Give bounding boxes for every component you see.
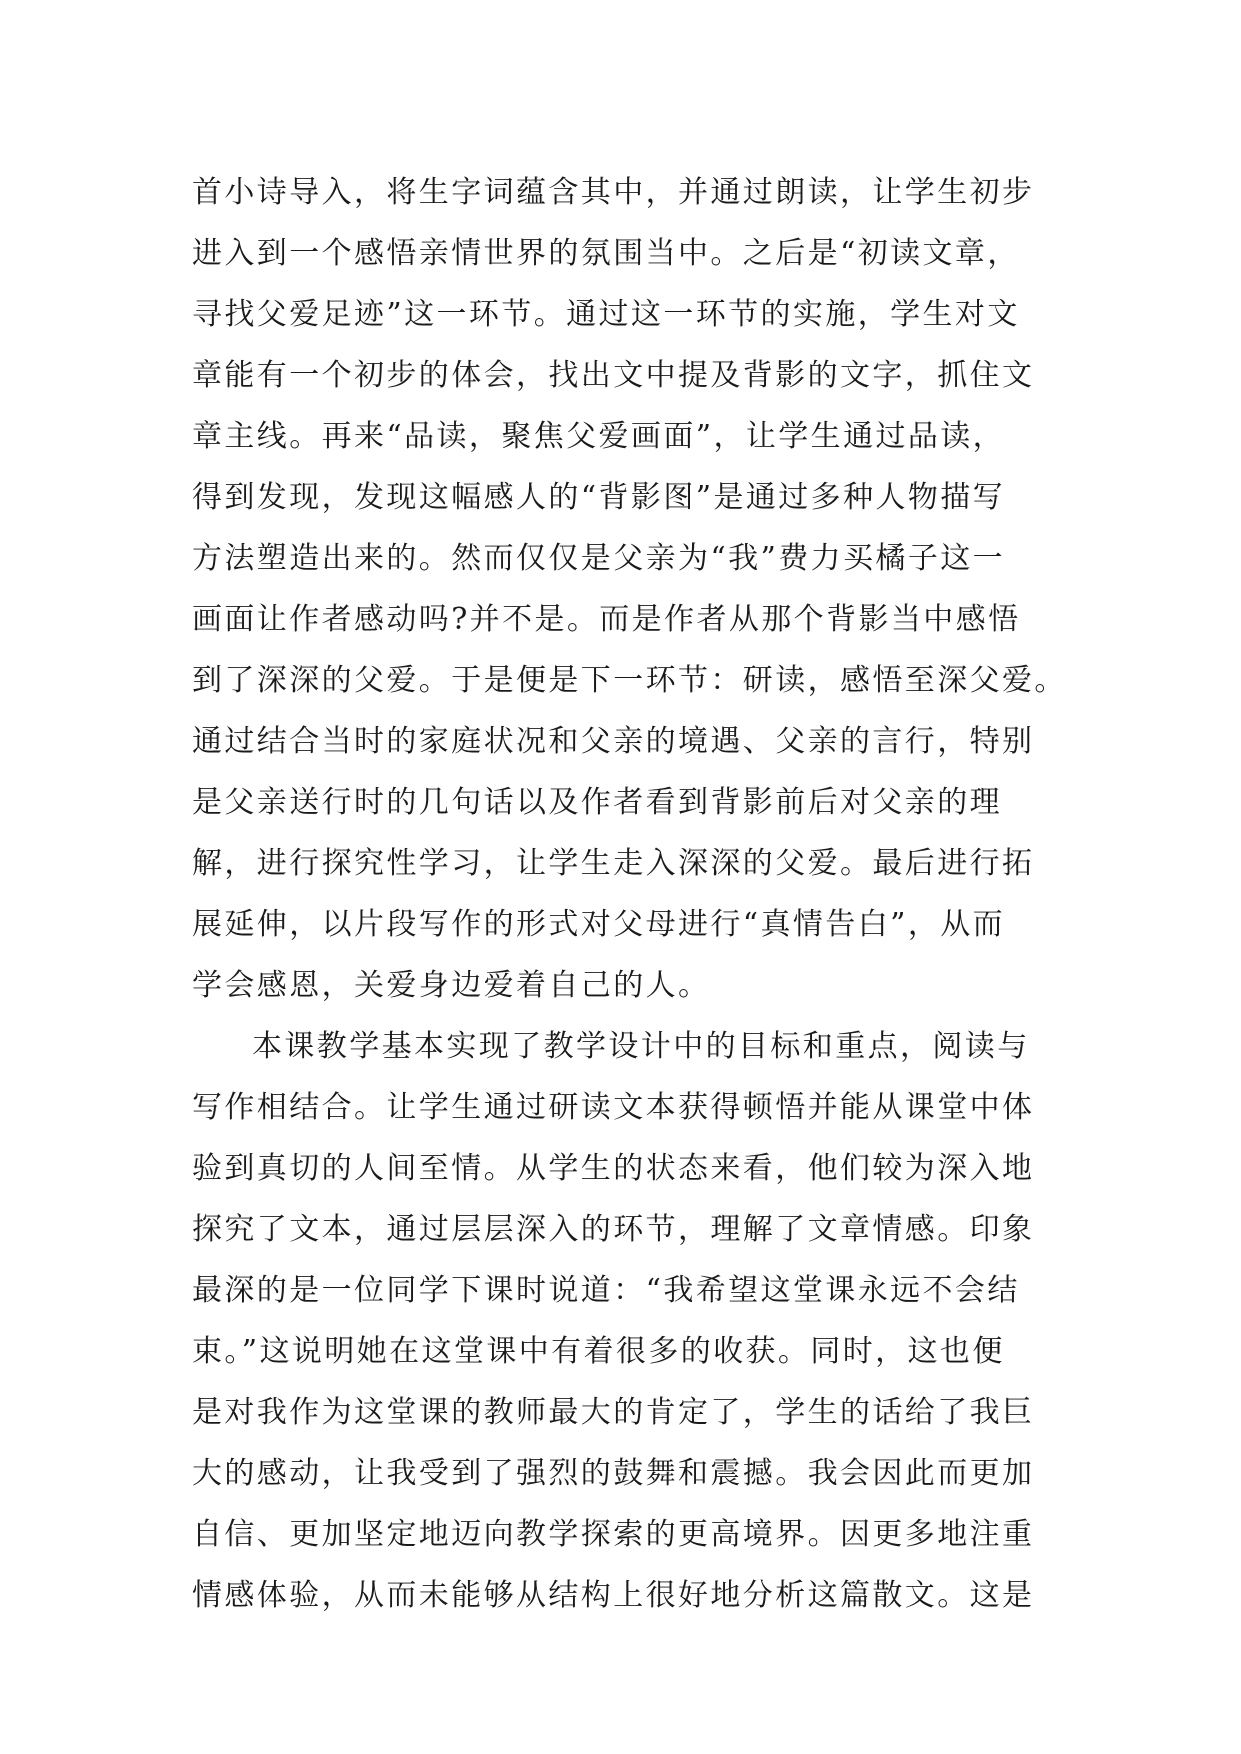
text-line: 展延伸，以片段写作的形式对父母进行“真情告白”，从而	[192, 907, 1006, 942]
text-line: 首小诗导入，将生字词蕴含其中，并通过朗读，让学生初步	[192, 175, 1035, 210]
text-line: 解，进行探究性学习，让学生走入深深的父爱。最后进行拓	[192, 846, 1035, 881]
text-line: 章主线。再来“品读，聚焦父爱画面”，让学生通过品读，	[192, 419, 1006, 454]
text-line: 方法塑造出来的。然而仅仅是父亲为“我”费力买橘子这一	[192, 541, 1006, 576]
body-text	[192, 162, 1072, 1626]
text-line: 学会感恩，关爱身边爱着自己的人。	[192, 968, 711, 1003]
text-line: 画面让作者感动吗?并不是。而是作者从那个背影当中感悟	[192, 602, 1021, 637]
text-line: 到了深深的父爱。于是便是下一环节：研读，感悟至深父爱。	[192, 663, 1067, 698]
text-line: 最深的是一位同学下课时说道：“我希望这堂课永远不会结	[192, 1273, 1020, 1308]
text-line: 自信、更加坚定地迈向教学探索的更高境界。因更多地注重	[192, 1517, 1035, 1552]
text-line: 写作相结合。让学生通过研读文本获得顿悟并能从课堂中体	[192, 1090, 1035, 1125]
text-line: 束。”这说明她在这堂课中有着很多的收获。同时，这也便	[192, 1334, 1005, 1369]
text-line: 情感体验，从而未能够从结构上很好地分析这篇散文。这是	[192, 1578, 1035, 1613]
text-line: 是对我作为这堂课的教师最大的肯定了，学生的话给了我巨	[192, 1395, 1035, 1430]
text-line: 是父亲送行时的几句话以及作者看到背影前后对父亲的理	[192, 785, 1002, 820]
paragraph-start-line: 本课教学基本实现了教学设计中的目标和重点，阅读与	[252, 1029, 1030, 1064]
text-line: 大的感动，让我受到了强烈的鼓舞和震撼。我会因此而更加	[192, 1456, 1035, 1491]
text-line: 章能有一个初步的体会，找出文中提及背影的文字，抓住文	[192, 358, 1035, 393]
text-line: 探究了文本，通过层层深入的环节，理解了文章情感。印象	[192, 1212, 1035, 1247]
text-line: 进入到一个感悟亲情世界的氛围当中。之后是“初读文章，	[192, 236, 1020, 271]
text-line: 寻找父爱足迹”这一环节。通过这一环节的实施，学生对文	[192, 297, 1020, 332]
text-line: 得到发现，发现这幅感人的“背影图”是通过多种人物描写	[192, 480, 1006, 515]
text-line: 验到真切的人间至情。从学生的状态来看，他们较为深入地	[192, 1151, 1035, 1186]
text-line: 通过结合当时的家庭状况和父亲的境遇、父亲的言行，特别	[192, 724, 1035, 759]
